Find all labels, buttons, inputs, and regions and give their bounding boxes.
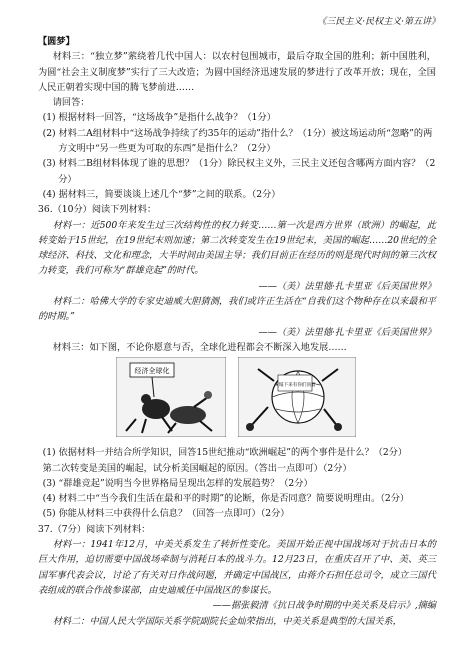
q37-source-1: ——据张毅清《抗日战争时期的中美关系及启示》,摘编: [212, 600, 436, 612]
q36-source-1: ——（美）法里德·扎卡里亚《后美国世界》: [258, 280, 436, 292]
q36-material-2: 材料二：哈佛大学的专家史迪威大胆猜测，我们或许正生活在“自我们这个物种存在以来最和平的时期。”: [38, 296, 436, 323]
fig2-label: 天塌下来有你们顶着: [274, 383, 316, 389]
q35-item-1: (1) 根据材料一回答，“这场战争”是指什么战争？（1分）: [42, 112, 276, 124]
cartoon-figures: [38, 357, 436, 439]
q36-material-1: 材料一：近500年来发生过三次结构性的权力转变……第一次是西方世界（欧洲）的崛起，此转变始于15世纪，在19世纪末则加速；第二次转变发生在19世纪末，美国的崛起……20世纪的全球经济、科技、文化和理念，大半时间由美国主导；我们目前正在经历的则是现代时间的第三次权力转变，我们可称为“群雄竞起”的时代。: [38, 219, 436, 277]
globalization-cartoon: [116, 357, 226, 437]
q37-material-2: 材料二：中国人民大学国际关系学院副院长金灿荣指出，中美关系是典型的大国关系，: [52, 615, 402, 627]
fig1-label: 经济全球化: [134, 367, 170, 376]
q36-material-3: 材料三：如下图，不论你愿意与否，全球化进程都会不断深入地发展……: [52, 341, 347, 353]
globe-cartoon: [238, 357, 356, 437]
q36-source-2: ——（美）法里德·扎卡里亚《后美国世界》: [258, 326, 436, 338]
q37-heading: 37.（7分）阅读下列材料：: [38, 523, 151, 535]
q36-item-1: (1) 依据材料一并结合所学知识，回答15世纪推动“欧洲崛起”的两个事件是什么？（2分）: [42, 447, 408, 459]
q37-material-1: 材料一：1941年12月，中美关系发生了转折性变化。美国开始正视中国战场对于抗击日本的巨大作用，迫切需要中国战场牵制与消耗日本的战斗力。12月23日，在重庆召开了中、美、英三国军事代表会议，讨论了有关对日作战问题，并确定中国战区，由蒋介石担任总司令，成立三国代表组成的联合作战参谋部，由史迪威任中国战区的参谋长。: [38, 539, 436, 596]
q36-heading: 36.（10分）阅读下列材料：: [38, 204, 157, 216]
q35-item-4: (4) 据材料三，简要谈谈上述几个“梦”之间的联系。（2分）: [42, 188, 281, 200]
q36-item-5: (5) 你能从材料三中获得什么信息？（回答一点即可）（2分）: [42, 508, 290, 520]
q36-item-3: (3) “群雄竞起”说明当今世界格局呈现出怎样的发展趋势？（2分）: [42, 477, 313, 489]
q35-item-2: (2) 材料二A组材料中“这场战争持续了约35年的运动”指什么？（1分）被这场运动所“忽略”的两方文明中“另一些更为可取的东西”是指什么？（2分）: [42, 127, 433, 155]
page-content: [38, 34, 436, 629]
material-3-text: 材料三：“独立梦”萦绕着几代中国人：以农村包围城市，最后夺取全国的胜利；新中国胜利，为圆“社会主义制度梦”实行了三大改造；为圆中国经济迅速发展的梦进行了改革开放；现在，全国人民正朝着实现中国的腾飞梦前进……: [38, 51, 436, 93]
q36-item-4: (4) 材料二中“当今我们生活在最和平的时期”的论断，你是否同意？简要说明理由。（2分）: [42, 493, 410, 505]
page-header: 《三民主义·民权主义·第五讲》: [317, 17, 440, 27]
q36-item-2: 第二次转变是美国的崛起，试分析美国崛起的原因。（答出一点即可）（2分）: [42, 462, 352, 474]
q35-item-3: (3) 材料二B组材料体现了谁的思想？（1分）除民权主义外，三民主义还包含哪两方面内容？（2分）: [42, 158, 436, 185]
section-title: 【圆梦】: [38, 36, 75, 47]
ask-label: 请回答：: [52, 97, 90, 109]
